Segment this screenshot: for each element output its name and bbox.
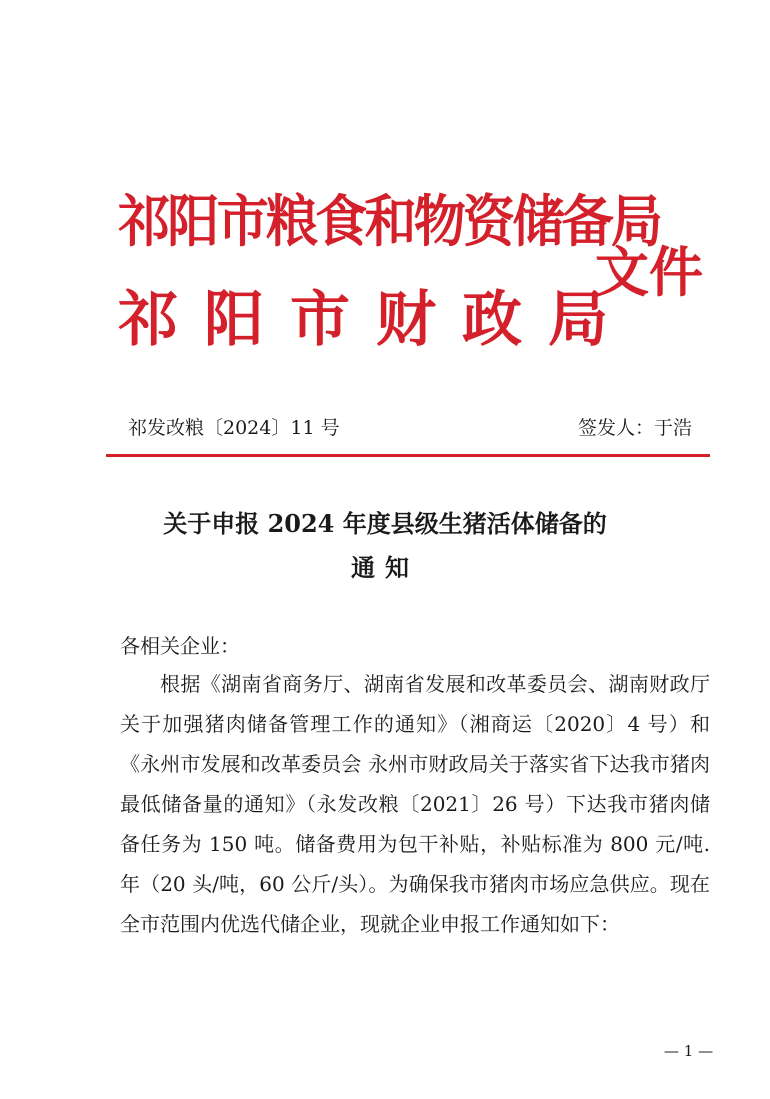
document-number: 祁发改粮〔2024〕11 号 (128, 417, 340, 439)
issuer: 签发人：于浩 (577, 417, 692, 439)
document-type-label: 文件 (595, 241, 703, 304)
salutation: 各相关企业： (120, 634, 240, 658)
body-paragraph: 根据《湖南省商务厅、湖南省发展和改革委员会、湖南财政厅关于加强猪肉储备管理工作的通知》（湘商运〔2020〕4 号）和《永州市发展和改革委员会 永州市财政局关于落实省下达我市猪肉最低储备量的通知》（永发改粮〔2021〕26 号）下达我市猪肉储备任务为 150 吨。储备费用为包干补贴，补贴标准为 800 元/吨.年（20 头/吨，60 公斤/头）。为确保我市猪肉市场应急供应。现在全市范围内优选代储企业，现就企业申报工作通知如下： (120, 672, 710, 936)
document-title (100, 502, 670, 590)
document-header (118, 178, 718, 368)
page-number: — 1 — (664, 1042, 714, 1060)
issuing-agency-2: 祁阳市财政局 (118, 285, 634, 355)
header-divider (106, 454, 710, 457)
issuing-agency-1: 祁阳市粮食和物资储备局 (118, 190, 661, 255)
title-line-2: 通知 (351, 553, 419, 582)
title-line-1: 关于申报 2024 年度县级生猪活体储备的 (163, 509, 607, 538)
